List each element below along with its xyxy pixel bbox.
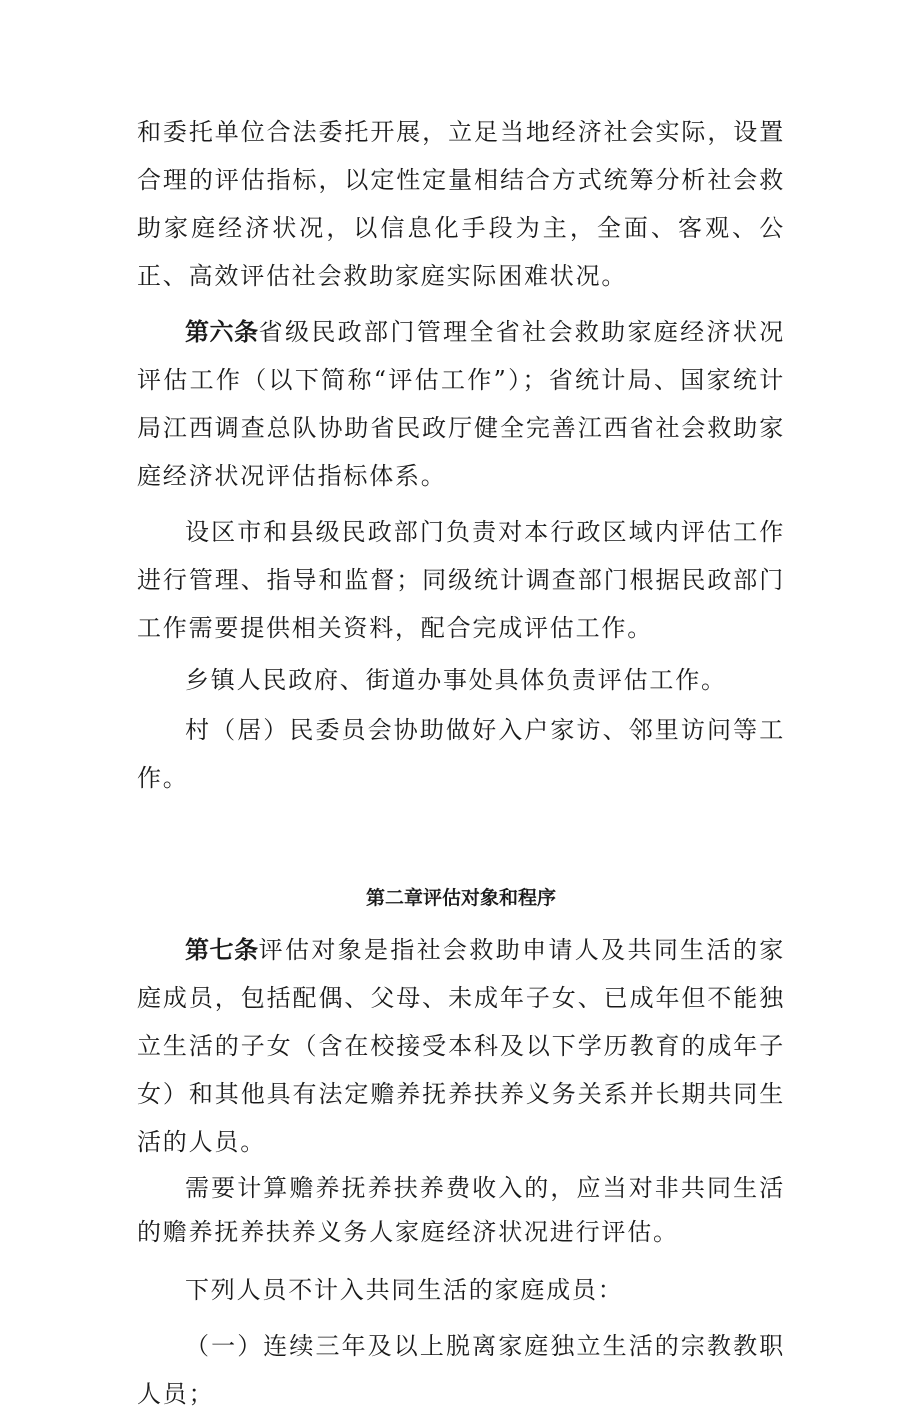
paragraph-village-duties: 村（居）民委员会协助做好入户家访、邻里访问等工作。 bbox=[137, 716, 785, 792]
document-page bbox=[137, 108, 785, 1418]
article-7-label: 第七条 bbox=[185, 936, 259, 964]
paragraph-continuation: 和委托单位合法委托开展，立足当地经济社会实际，设置合理的评估指标，以定性定量相结合方式统筹分析社会救助家庭经济状况，以信息化手段为主，全面、客观、公正、高效评估社会救助家庭实际困难状况。 bbox=[137, 118, 785, 290]
list-item-1: （一）连续三年及以上脱离家庭独立生活的宗教教职人员； bbox=[137, 1332, 785, 1408]
article-6-text: 省级民政部门管理全省社会救助家庭经济状况评估工作（以下简称“评估工作”）；省统计局、国家统计局江西调查总队协助省民政厅健全完善江西省社会救助家庭经济状况评估指标体系。 bbox=[137, 318, 786, 490]
paragraph-excluded-members: 下列人员不计入共同生活的家庭成员： bbox=[185, 1276, 624, 1304]
paragraph-township-duties: 乡镇人民政府、街道办事处具体负责评估工作。 bbox=[185, 666, 727, 694]
article-7 bbox=[137, 926, 785, 1166]
article-7-text: 评估对象是指社会救助申请人及共同生活的家庭成员，包括配偶、父母、未成年子女、已成年但不能独立生活的子女（含在校接受本科及以下学历教育的成年子女）和其他具有法定赡养抚养扶养义务关系并长期共同生活的人员。 bbox=[137, 936, 786, 1156]
article-6-label: 第六条 bbox=[185, 318, 259, 346]
paragraph-district-duties: 设区市和县级民政部门负责对本行政区域内评估工作进行管理、指导和监督；同级统计调查部门根据民政部门工作需要提供相关资料，配合完成评估工作。 bbox=[137, 518, 785, 642]
article-6 bbox=[137, 308, 785, 500]
chapter-heading: 第二章评估对象和程序 bbox=[365, 887, 556, 909]
paragraph-support-income: 需要计算赡养抚养扶养费收入的，应当对非共同生活的赡养抚养扶养义务人家庭经济状况进行评估。 bbox=[137, 1174, 785, 1246]
